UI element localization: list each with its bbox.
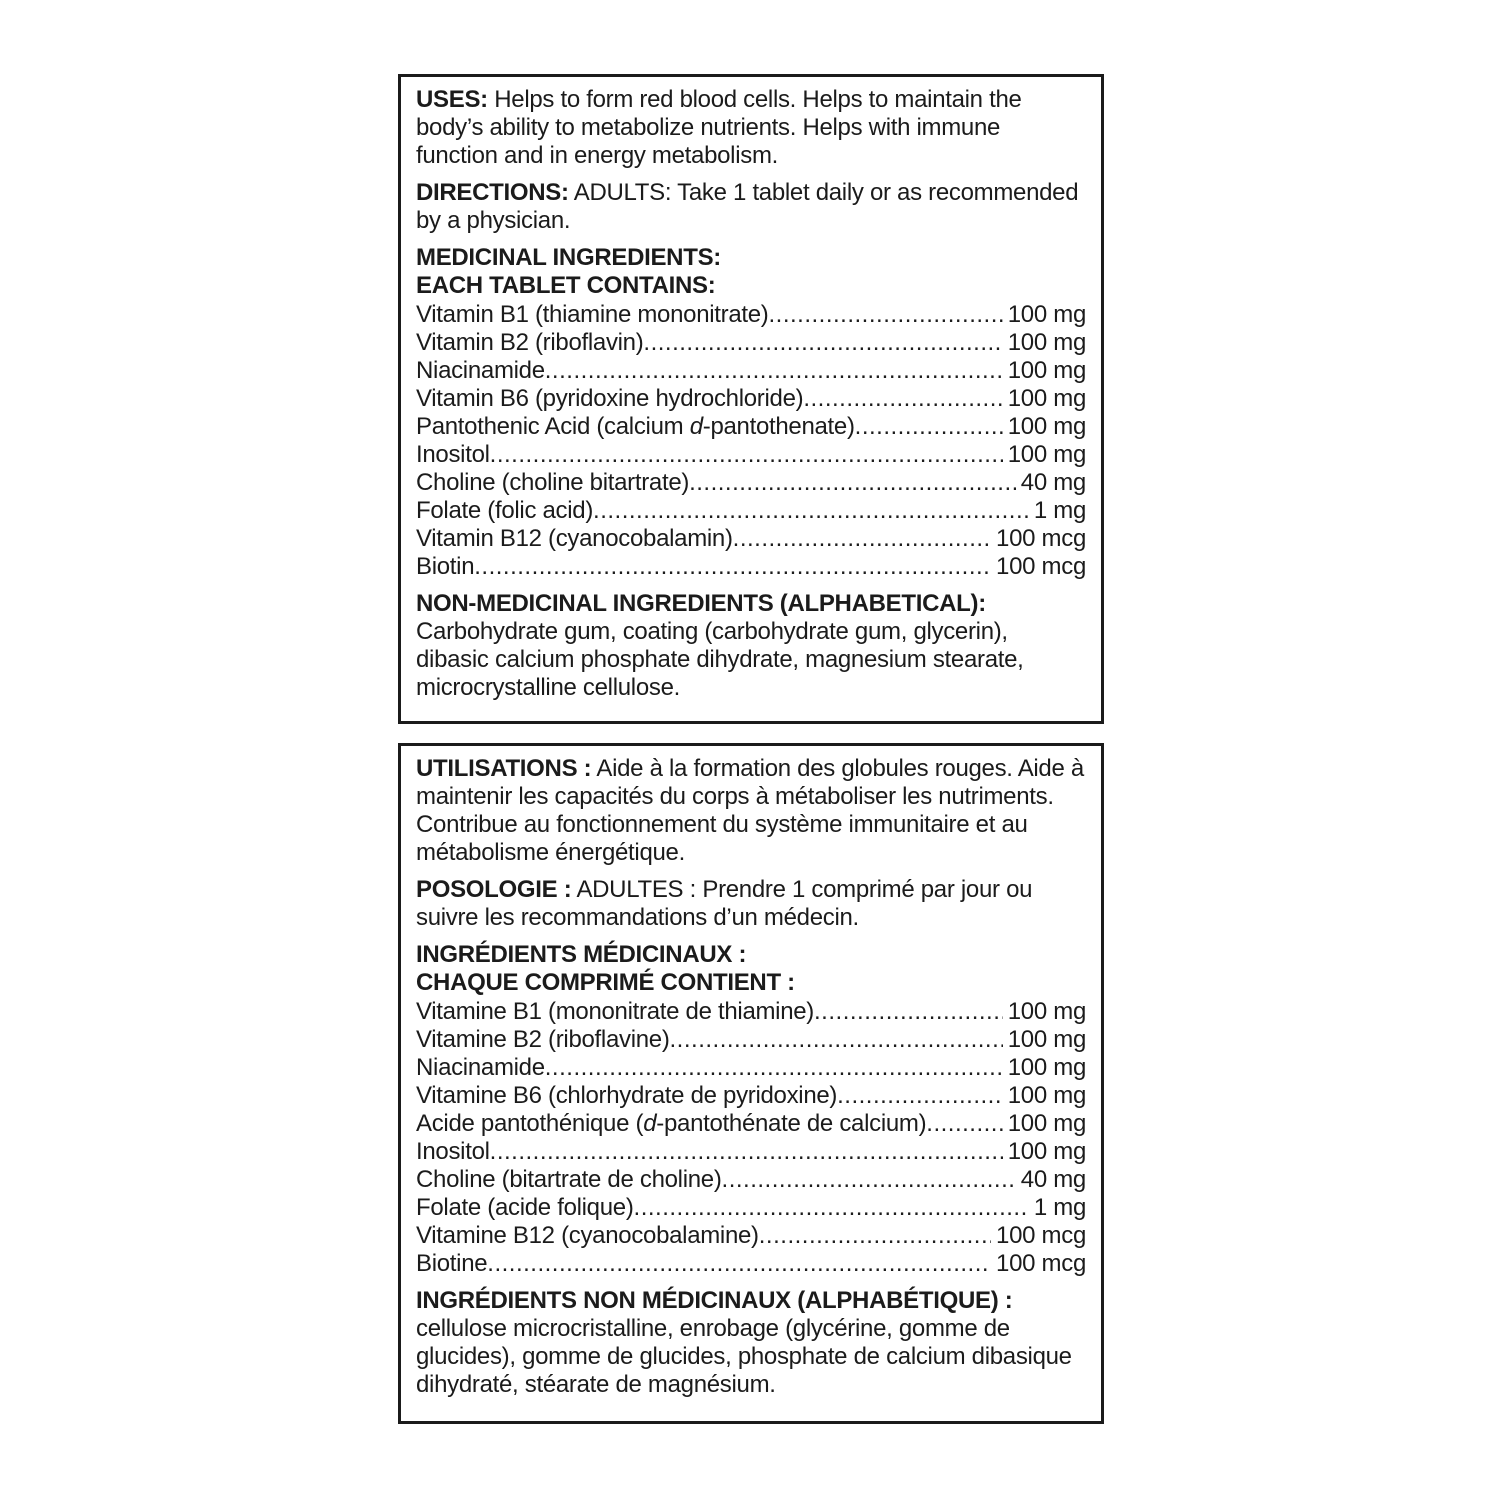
ingredient-row [416,441,1086,469]
ingredient-row [416,1026,1086,1054]
leader-dots [643,329,1002,357]
non-medicinal-text: cellulose microcristalline, enrobage (glycérine, gomme de glucides), gomme de glucides, phosphate de calcium dibasique dihydraté, stéarate de magnésium. [416,1315,1072,1398]
ingredient-name [416,1166,722,1194]
ingredient-row [416,1138,1086,1166]
ingredient-amount: 40 mg [1020,1166,1086,1193]
ingredient-name [416,525,733,553]
ingredient-name [416,998,814,1026]
ingredient-row [416,497,1086,525]
leader-dots [689,469,1016,497]
ingredient-name [416,441,490,469]
leader-dots [759,1222,991,1250]
directions-text: ADULTS: Take 1 tablet daily or as recommended by a physician. [416,179,1079,234]
ingredient-amount: 100 mg [1007,998,1086,1025]
uses-text: Aide à la formation des globules rouges. Aide à maintenir les capacités du corps à métaboliser les nutriments. Contribue au fonctionnement du système immunitaire et au métabolisme énergétique. [416,755,1084,866]
ingredient-row [416,469,1086,497]
ingredient-list [416,301,1086,581]
ingredient-row [416,385,1086,413]
ingredient-name [416,1082,837,1110]
ingredient-amount: 100 mg [1007,1026,1086,1053]
non-medicinal-text: Carbohydrate gum, coating (carbohydrate gum, glycerin), dibasic calcium phosphate dihydrate, magnesium stearate, microcrystalline cellulose. [416,618,1024,701]
ingredient-row [416,1194,1086,1222]
ingredient-list [416,998,1086,1278]
ingredient-name [416,497,593,525]
ingredient-name [416,553,474,581]
ingredient-row [416,998,1086,1026]
ingredient-row [416,357,1086,385]
ingredient-name-part: Inositol [416,441,490,468]
leader-dots [490,441,1003,469]
ingredient-name-part: Pantothenic Acid (calcium [416,413,690,440]
english-info-panel [398,74,1104,724]
ingredient-name [416,1250,487,1278]
non-medicinal-label: NON-MEDICINAL INGREDIENTS (ALPHABETICAL): [416,590,986,617]
ingredient-name [416,357,545,385]
ingredient-name-part: Vitamine B12 (cyanocobalamine) [416,1222,759,1249]
ingredient-amount: 100 mg [1007,1054,1086,1081]
ingredient-name [416,1194,634,1222]
ingredient-row [416,1222,1086,1250]
ingredient-name [416,301,769,329]
directions-paragraph [416,876,1086,932]
ingredient-amount: 100 mcg [996,1222,1086,1249]
directions-label: POSOLOGIE : [416,876,572,903]
ingredient-amount: 100 mg [1007,1138,1086,1165]
medicinal-headings [416,941,1086,997]
ingredient-name-part: Vitamine B2 (riboflavine) [416,1026,670,1053]
ingredient-row [416,1054,1086,1082]
ingredient-name [416,1026,670,1054]
each-tablet-contains-heading: EACH TABLET CONTAINS: [416,272,716,299]
non-medicinal-paragraph [416,1287,1086,1399]
ingredient-name-part: Inositol [416,1138,490,1165]
ingredient-name-part: Vitamine B6 (chlorhydrate de pyridoxine) [416,1082,838,1109]
directions-label: DIRECTIONS: [416,179,569,206]
each-tablet-contains-heading: CHAQUE COMPRIMÉ CONTIENT : [416,969,795,996]
ingredient-name-part: Choline (bitartrate de choline) [416,1166,722,1193]
ingredient-amount: 100 mg [1007,357,1086,384]
medicinal-headings [416,244,1086,300]
leader-dots [769,301,1003,329]
ingredient-name-part: Folate (acide folique) [416,1194,634,1221]
ingredient-name [416,385,803,413]
leader-dots [474,553,991,581]
ingredient-name-part: Vitamin B6 (pyridoxine hydrochloride) [416,385,804,412]
ingredient-name-part: Biotin [416,553,475,580]
ingredient-name [416,329,643,357]
ingredient-row [416,553,1086,581]
ingredient-name-part: Acide pantothénique ( [416,1110,644,1137]
leader-dots [487,1250,991,1278]
ingredient-name [416,1138,490,1166]
uses-label: UTILISATIONS : [416,755,592,782]
ingredient-row [416,1110,1086,1138]
ingredient-name-part: Vitamin B1 (thiamine mononitrate) [416,301,769,328]
medicinal-ingredients-heading: MEDICINAL INGREDIENTS: [416,244,721,271]
ingredient-amount: 100 mg [1007,1082,1086,1109]
ingredient-row [416,413,1086,441]
ingredient-amount: 100 mcg [996,553,1086,580]
leader-dots [733,525,991,553]
leader-dots [593,497,1029,525]
uses-text: Helps to form red blood cells. Helps to maintain the body’s ability to metabolize nutrients. Helps with immune function and in energy metabolism. [416,86,1022,169]
ingredient-amount: 100 mg [1007,413,1086,440]
ingredient-amount: 1 mg [1033,497,1086,524]
leader-dots [545,357,1003,385]
directions-text: ADULTES : Prendre 1 comprimé par jour ou suivre les recommandations d’un médecin. [416,876,1033,931]
ingredient-name-part: Niacinamide [416,1054,545,1081]
uses-paragraph [416,86,1086,170]
ingredient-name [416,1110,926,1138]
uses-paragraph [416,755,1086,867]
ingredient-row [416,329,1086,357]
leader-dots [634,1194,1029,1222]
ingredient-amount: 100 mg [1007,385,1086,412]
ingredient-amount: 100 mcg [996,525,1086,552]
ingredient-name-part: -pantothénate de calcium) [656,1110,927,1137]
leader-dots [814,998,1003,1026]
ingredient-amount: 1 mg [1033,1194,1086,1221]
non-medicinal-paragraph [416,590,1086,702]
leader-dots [722,1166,1016,1194]
leader-dots [490,1138,1003,1166]
leader-dots [545,1054,1003,1082]
ingredient-amount: 40 mg [1020,469,1086,496]
ingredient-name-part: Niacinamide [416,357,545,384]
ingredient-name-italic: d [689,413,703,440]
ingredient-row [416,525,1086,553]
ingredient-name-part: Biotine [416,1250,488,1277]
uses-label: USES: [416,86,488,113]
ingredient-amount: 100 mg [1007,441,1086,468]
ingredient-name [416,1222,759,1250]
ingredient-name-part: Folate (folic acid) [416,497,594,524]
ingredient-row [416,1166,1086,1194]
ingredient-row [416,301,1086,329]
ingredient-name [416,469,689,497]
ingredient-row [416,1250,1086,1278]
ingredient-name-part: Vitamin B2 (riboflavin) [416,329,644,356]
ingredient-name-part: -pantothenate) [702,413,855,440]
leader-dots [670,1026,1003,1054]
ingredient-amount: 100 mcg [996,1250,1086,1277]
ingredient-name-part: Vitamin B12 (cyanocobalamin) [416,525,733,552]
directions-paragraph [416,179,1086,235]
ingredient-name-part: Vitamine B1 (mononitrate de thiamine) [416,998,815,1025]
leader-dots [803,385,1002,413]
leader-dots [926,1110,1002,1138]
ingredient-amount: 100 mg [1007,1110,1086,1137]
ingredient-row [416,1082,1086,1110]
leader-dots [837,1082,1003,1110]
ingredient-name-italic: d [643,1110,657,1137]
ingredient-amount: 100 mg [1007,329,1086,356]
ingredient-amount: 100 mg [1007,301,1086,328]
french-info-panel [398,743,1104,1424]
leader-dots [855,413,1003,441]
ingredient-name-part: Choline (choline bitartrate) [416,469,690,496]
medicinal-ingredients-heading: INGRÉDIENTS MÉDICINAUX : [416,941,747,968]
non-medicinal-label: INGRÉDIENTS NON MÉDICINAUX (ALPHABÉTIQUE) : [416,1287,1013,1314]
ingredient-name [416,1054,545,1082]
ingredient-name [416,413,855,441]
